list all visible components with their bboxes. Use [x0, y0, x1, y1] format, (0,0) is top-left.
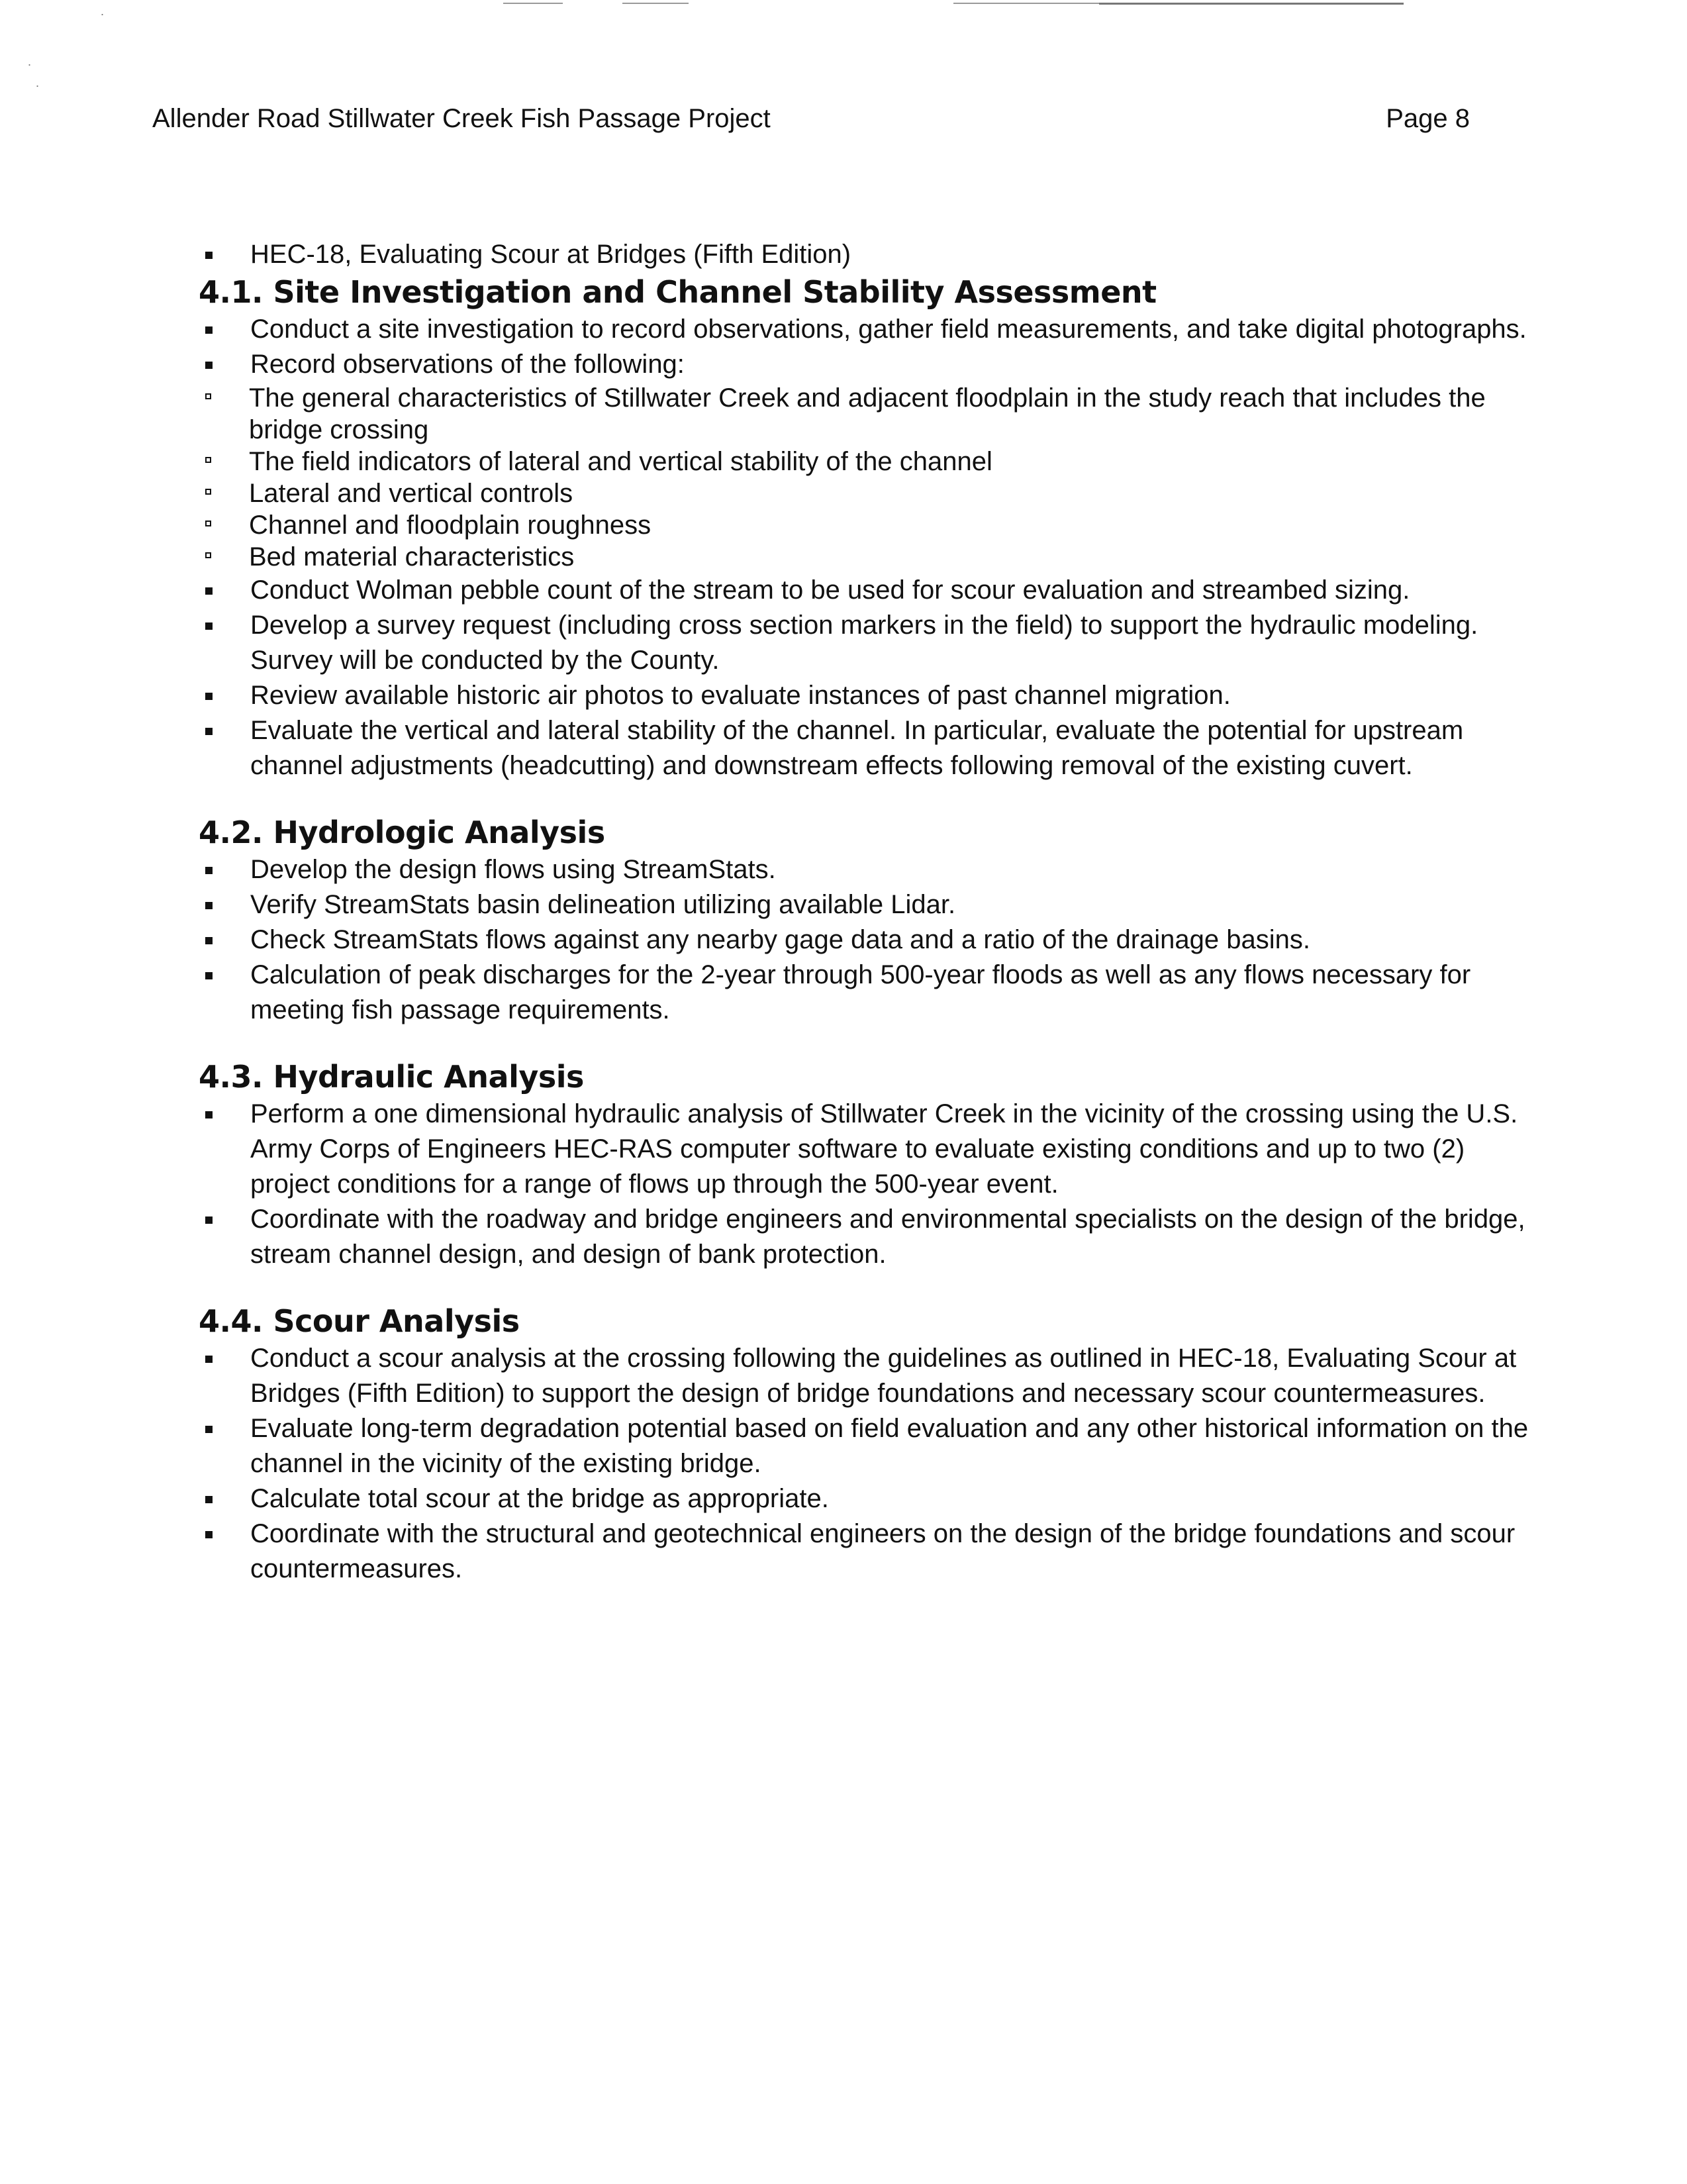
list-item: Conduct Wolman pebble count of the stream to be used for scour evaluation and streambed sizing. [199, 573, 1536, 608]
list-item: Coordinate with the structural and geotechnical engineers on the design of the bridge foundations and scour countermeasures. [199, 1516, 1536, 1587]
list-item: Review available historic air photos to evaluate instances of past channel migration. [199, 678, 1536, 713]
scan-speck: ˙ [26, 63, 32, 77]
section-4-3 [199, 1057, 1536, 1272]
section-heading-4-3: 4.3. Hydraulic Analysis [199, 1059, 584, 1095]
list-item: Check StreamStats flows against any nearby gage data and a ratio of the drainage basins. [199, 922, 1536, 958]
sublist-item: Bed material characteristics [199, 541, 1536, 573]
list-item: Evaluate long-term degradation potential based on field evaluation and any other historical information on the channel in the vicinity of the existing bridge. [199, 1411, 1536, 1481]
list-item: Develop a survey request (including cross section markers in the field) to support the hydraulic modeling. Survey will be conducted by the County. [199, 608, 1536, 678]
section-4-2-list [199, 852, 1536, 1028]
section-4-3-list [199, 1097, 1536, 1272]
section-4-4-list [199, 1341, 1536, 1587]
sublist-item: The field indicators of lateral and vertical stability of the channel [199, 446, 1536, 477]
list-item: Develop the design flows using StreamStats. [199, 852, 1536, 887]
scan-artifact-line [622, 3, 689, 4]
sublist-item: The general characteristics of Stillwater Creek and adjacent floodplain in the study reach that includes the bridge crossing [199, 382, 1536, 446]
list-item: HEC-18, Evaluating Scour at Bridges (Fifth Edition) [199, 237, 1536, 272]
list-item [199, 347, 1536, 573]
section-4-1-list [199, 312, 1536, 783]
page-number: Page 8 [1386, 104, 1470, 133]
list-item: Evaluate the vertical and lateral stability of the channel. In particular, evaluate the potential for upstream channel adjustments (headcutting) and downstream effects following removal of the existing cuvert. [199, 713, 1536, 783]
list-item: Perform a one dimensional hydraulic analysis of Stillwater Creek in the vicinity of the crossing using the U.S. Army Corps of Engineers HEC-RAS computer software to evaluate existing conditions and up to two (2) project conditions for a range of flows up through the 500-year event. [199, 1097, 1536, 1202]
section-4-4 [199, 1301, 1536, 1587]
list-item: Calculation of peak discharges for the 2-year through 500-year floods as well as any flows necessary for meeting fish passage requirements. [199, 958, 1536, 1028]
list-item-text: Record observations of the following: [250, 350, 685, 379]
list-item: Calculate total scour at the bridge as appropriate. [199, 1481, 1536, 1516]
sublist-item: Channel and floodplain roughness [199, 509, 1536, 541]
scan-artifact-line [1099, 3, 1404, 5]
section-heading-4-2: 4.2. Hydrologic Analysis [199, 815, 605, 850]
page-body [199, 237, 1536, 1587]
section-heading-4-4: 4.4. Scour Analysis [199, 1303, 520, 1339]
list-item: Conduct a site investigation to record observations, gather field measurements, and take digital photographs. [199, 312, 1536, 347]
scan-speck: ˙ [34, 84, 40, 98]
list-item: Verify StreamStats basin delineation utilizing available Lidar. [199, 887, 1536, 922]
scan-speck: ˙ [99, 13, 105, 26]
section-heading-4-1: 4.1. Site Investigation and Channel Stability Assessment [199, 274, 1157, 310]
list-item: Conduct a scour analysis at the crossing following the guidelines as outlined in HEC-18, Evaluating Scour at Bridges (Fifth Edition) to support the design of bridge foundations and necessary scour countermeasures. [199, 1341, 1536, 1411]
observation-sublist [199, 382, 1536, 573]
scan-artifact-line [503, 3, 563, 4]
sublist-item: Lateral and vertical controls [199, 477, 1536, 509]
section-4-2 [199, 813, 1536, 1028]
list-item: Coordinate with the roadway and bridge engineers and environmental specialists on the design of the bridge, stream channel design, and design of bank protection. [199, 1202, 1536, 1272]
intro-list [199, 237, 1536, 272]
document-title: Allender Road Stillwater Creek Fish Passage Project [152, 104, 771, 133]
